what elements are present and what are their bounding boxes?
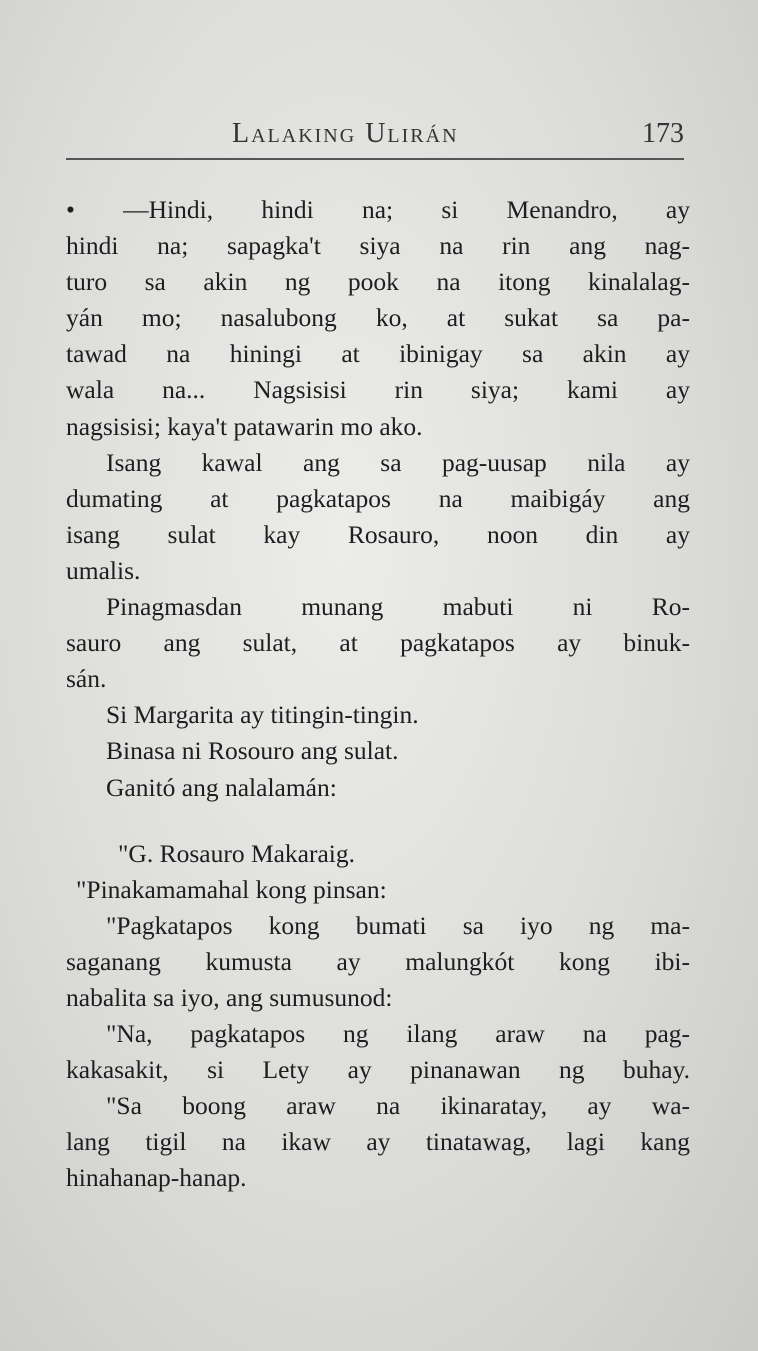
- text-line: turo sa akin ng pook na itong kinalalag-: [66, 267, 690, 297]
- text-line: Ganitó ang nalalamán:: [106, 772, 337, 802]
- running-title: Lalaking Ulirán: [232, 118, 459, 149]
- text-line: "Pagkatapos kong bumati sa iyo ng ma-: [106, 910, 690, 940]
- text-line: kakasakit, si Lety ay pinanawan ng buhay.: [66, 1055, 690, 1085]
- page-number: 173: [642, 118, 684, 149]
- text-line: "G. Rosauro Makaraig.: [118, 838, 356, 868]
- text-line: "Sa boong araw na ikinaratay, ay wa-: [106, 1091, 690, 1121]
- paragraph-gap: [66, 806, 690, 836]
- text-line: nagsisisi; kaya't patawarin mo ako.: [66, 411, 423, 441]
- text-line: Binasa ni Rosouro ang sulat.: [106, 736, 399, 766]
- text-line: saganang kumusta ay malungkót kong ibi-: [66, 946, 690, 976]
- header-rule: [66, 158, 684, 160]
- text-line: • —Hindi, hindi na; si Menandro, ay: [66, 195, 690, 224]
- text-line: Si Margarita ay titingin-tingin.: [106, 700, 419, 730]
- text-line: tawad na hiningi at ibinigay sa akin ay: [66, 339, 690, 369]
- text-line: yán mo; nasalubong ko, at sukat sa pa-: [66, 303, 690, 333]
- text-line: wala na... Nagsisisi rin siya; kami ay: [66, 375, 690, 405]
- text-line: sán.: [66, 664, 107, 694]
- text-line: dumating at pagkatapos na maibigáy ang: [66, 483, 690, 513]
- text-line: hinahanap-hanap.: [66, 1163, 247, 1193]
- text-line: Isang kawal ang sa pag-uusap nila ay: [106, 447, 690, 477]
- text-line: "Na, pagkatapos ng ilang araw na pag-: [106, 1019, 690, 1049]
- text-line: hindi na; sapagka't siya na rin ang nag-: [66, 231, 690, 261]
- text-line: nabalita sa iyo, ang sumusunod:: [66, 982, 393, 1012]
- text-line: lang tigil na ikaw ay tinatawag, lagi kang: [66, 1127, 690, 1157]
- text-line: umalis.: [66, 555, 141, 585]
- text-line: Pinagmasdan munang mabuti ni Ro-: [106, 592, 690, 622]
- page-header: [66, 118, 684, 158]
- text-line: sauro ang sulat, at pagkatapos ay binuk-: [66, 628, 690, 658]
- text-line: "Pinakamamahal kong pinsan:: [76, 874, 387, 904]
- text-line: isang sulat kay Rosauro, noon din ay: [66, 519, 690, 549]
- body-text: [66, 192, 690, 1197]
